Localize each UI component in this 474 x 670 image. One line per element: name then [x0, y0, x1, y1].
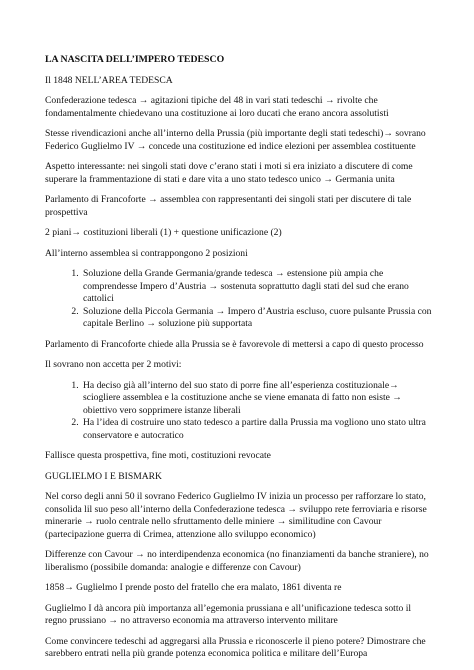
paragraph-confederazione: Confederazione tedesca → agitazioni tipiche del 48 in vari stati tedeschi → rivolte che fondamentalmente chiedevano una costituzione ai loro ducati che erano ancora assolutisti: [45, 95, 389, 119]
paragraph-1858: 1858→ Guglielmo I prende posto del fratello che era malato, 1861 diventa re: [45, 582, 342, 593]
paragraph-guglielmo: Guglielmo I dà ancora più importanza all’egemonia prussiana e all’unificazione tedesca sotto il regno prussiano → no attraverso economia ma attraverso intervento militare: [45, 602, 412, 626]
paragraph-prussia: Stesse rivendicazioni anche all’interno della Prussia (più importante degli stati tedeschi)→ sovrano Federico Guglielmo IV → concede una costituzione ed indice elezioni per assemblea costituente: [45, 128, 426, 152]
paragraph-differenze: Differenze con Cavour → no interdipendenza economica (no finanziamenti da banche straniere), no liberalismo (possibile domanda: analogie e differenze con Cavour): [45, 549, 429, 573]
list-item: 2. Ha l’idea di costruire uno stato tedesco a partire dalla Prussia ma vogliono uno stato ultra conservatore e autocratico: [81, 417, 434, 442]
list-item: 1. Ha deciso già all’interno del suo stato di porre fine all’esperienza costituzionale→ sciogliere assemblea e la costituzione anche se viene emanata di fatto non esiste → obiettivo vero sopprimere istanze liberali: [81, 380, 434, 418]
paragraph-convincere: Come convincere tedeschi ad aggregarsi alla Prussia e riconoscerle il pieno potere? Dimostrare che sarebbero entrati nella più grande potenza economica politica e militare dell’Europa: [45, 635, 426, 659]
motives-list: [45, 380, 434, 443]
paragraph-francoforte: Parlamento di Francoforte → assemblea con rappresentanti dei singoli stati per discutere di tale prospettiva: [45, 194, 412, 218]
positions-list: [45, 268, 434, 331]
section-heading-bismark: GUGLIELMO I E BISMARK: [45, 470, 162, 482]
list-item: 2. Soluzione della Piccola Germania → Impero d’Austria escluso, cuore pulsante Prussia con capitale Berlino → soluzione più supportata: [81, 306, 434, 331]
document-title: LA NASCITA DELL’IMPERO TEDESCO: [45, 54, 225, 65]
paragraph-posizioni: All’interno assemblea si contrappongono 2 posizioni: [45, 247, 248, 259]
paragraph-anni-50: Nel corso degli anni 50 il sovrano Federico Guglielmo IV inizia un processo per rafforzare lo stato, consolida lil suo peso all’interno della Confederazione tedesca → sviluppo rete ferroviaria e risorse minerarie → ruolo centrale nello sfruttamento delle miniere → similitudine con Cavour (partecipazione guerra di Crimea, attenzione allo sviluppo economico): [45, 491, 427, 540]
paragraph-fallisce: Fallisce questa prospettiva, fine moti, costituzioni revocate: [45, 450, 271, 461]
paragraph-richiesta: Parlamento di Francoforte chiede alla Prussia se è favorevole di mettersi a capo di questo processo: [45, 338, 424, 350]
list-item: 1. Soluzione della Grande Germania/grande tedesca → estensione più ampia che comprendesse Impero d’Austria → sostenuta soprattutto dagli stati del sud che erano cattolici: [81, 268, 434, 306]
paragraph-motivi: Il sovrano non accetta per 2 motivi:: [45, 359, 182, 370]
section-heading-1848: Il 1848 NELL’AREA TEDESCA: [45, 74, 173, 86]
paragraph-piani: 2 piani→ costituzioni liberali (1) + questione unificazione (2): [45, 227, 282, 238]
paragraph-aspetto: Aspetto interessante: nei singoli stati dove c’erano stati i moti si era iniziato a discutere di come superare la frammentazione di stati e dare vita a uno stato tedesco unico → Germania unita: [45, 161, 413, 185]
